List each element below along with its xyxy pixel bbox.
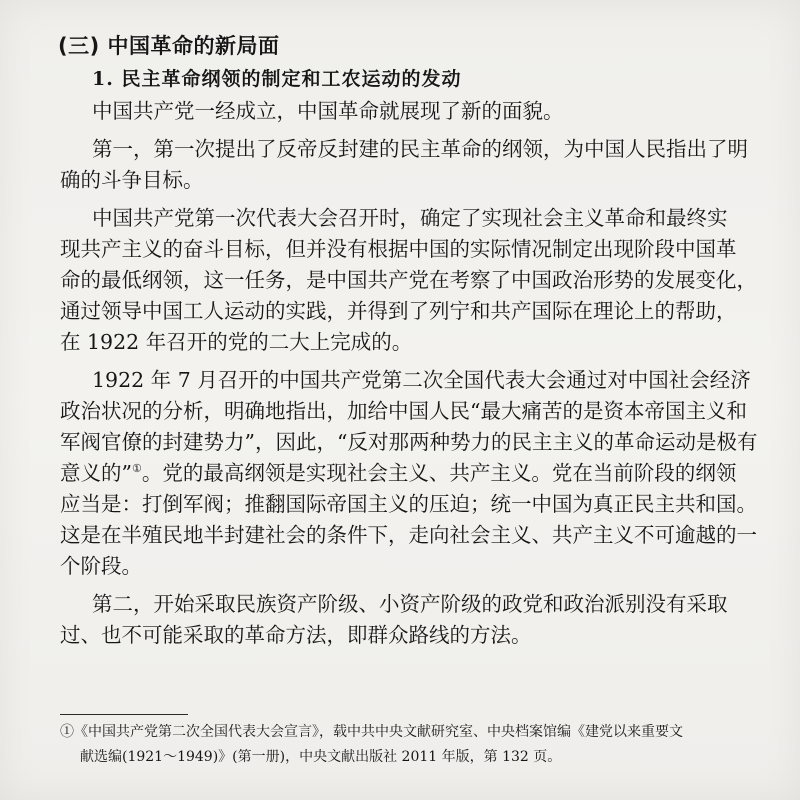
text-line: 政治状况的分析，明确地指出，加给中国人民“最大痛苦的是资本帝国主义和 — [60, 399, 747, 423]
footnote-divider — [60, 714, 188, 715]
text-line: 过、也不可能采取的革命方法，即群众路线的方法。 — [60, 623, 532, 647]
text-segment: 意义的” — [60, 461, 132, 485]
text-segment: 。党的最高纲领是实现社会主义、共产主义。党在当前阶段的纲领 — [141, 461, 737, 485]
text-line: 第一，第一次提出了反帝反封建的民主革命的纲领，为中国人民指出了明 — [92, 137, 748, 161]
footnote-text: 《中国共产党第二次全国代表大会宣言》，载中共中央文献研究室、中央档案馆编《建党以来重要文 — [74, 724, 683, 740]
paragraph-5 — [60, 589, 728, 651]
text-line: 确的斗争目标。 — [60, 168, 204, 192]
paragraph-3 — [60, 203, 757, 358]
text-line: 第二，开始采取民族资产阶级、小资产阶级的政党和政治派别没有采取 — [92, 592, 728, 616]
footnote-section — [60, 720, 730, 770]
text-line: 通过领导中国工人运动的实践，并得到了列宁和共产国际在理论上的帮助， — [60, 299, 737, 323]
footnote-line: 献选编(1921～1949)》(第一册)，中央文献出版社 2011 年版，第 132 页。 — [80, 749, 562, 765]
paragraph-1 — [60, 96, 720, 127]
text-line: 中国共产党一经成立，中国革命就展现了新的面貌。 — [92, 99, 564, 123]
text-line: 中国共产党第一次代表大会召开时，确定了实现社会主义革命和最终实 — [92, 206, 728, 230]
text-line: 应当是：打倒军阀；推翻国际帝国主义的压迫；统一中国为真正民主共和国。 — [60, 492, 757, 516]
paragraph-2 — [60, 134, 748, 196]
subheading: 1. 民主革命纲领的制定和工农运动的发动 — [92, 68, 462, 90]
text-line: 1922 年 7 月召开的中国共产党第二次全国代表大会通过对中国社会经济 — [92, 368, 751, 392]
text-line: 军阀官僚的封建势力”，因此，“反对那两种势力的民主主义的革命运动是极有 — [60, 430, 758, 454]
text-line — [60, 458, 737, 489]
footnote-marker: ① — [60, 724, 74, 740]
paragraph-4 — [60, 365, 758, 582]
footnote-line — [60, 720, 730, 745]
body-text — [60, 96, 758, 658]
text-line: 现共产主义的奋斗目标，但并没有根据中国的实际情况制定出现阶段中国革 — [60, 237, 737, 261]
text-line: 这是在半殖民地半封建社会的条件下，走向社会主义、共产主义不可逾越的一 — [60, 523, 757, 547]
text-line: 在 1922 年召开的党的二大上完成的。 — [60, 330, 413, 354]
section-heading: (三) 中国革命的新局面 — [58, 34, 280, 58]
footnote-reference[interactable]: ① — [131, 462, 142, 475]
text-line: 个阶段。 — [60, 554, 142, 578]
text-line: 命的最低纲领，这一任务，是中国共产党在考察了中国政治形势的发展变化， — [60, 268, 757, 292]
